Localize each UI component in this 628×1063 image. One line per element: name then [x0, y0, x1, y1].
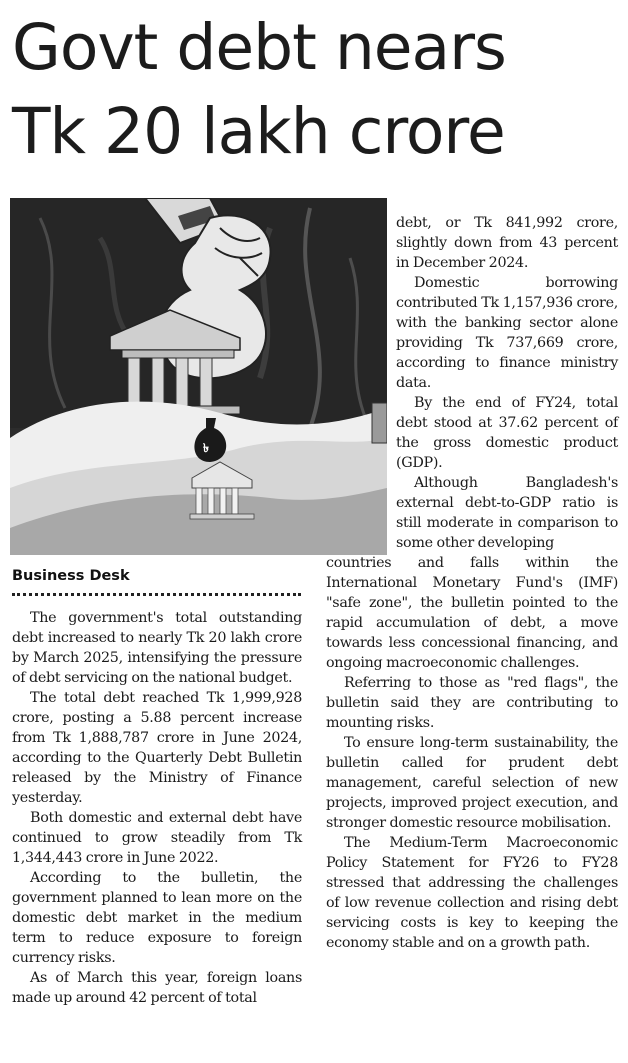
paragraph: Domestic borrowing contributed Tk 1,157,936 crore, with the banking sector alone providing Tk 737,669 crore, according to finance ministry data.	[396, 275, 618, 391]
paragraph: The government's total outstanding debt increased to nearly Tk 20 lakh crore by March 2025, intensifying the pressure of debt servicing on the national budget.	[12, 610, 302, 686]
paragraph: To ensure long-term sustainability, the bulletin called for prudent debt management, careful selection of new projects, improved project execution, and stronger domestic resource mobilisation.	[326, 735, 618, 831]
headline	[12, 6, 622, 174]
paragraph: debt, or Tk 841,992 crore, slightly down from 43 percent in December 2024.	[396, 215, 618, 271]
article-photo	[10, 198, 387, 555]
bag-symbol-small: ৳	[203, 441, 209, 455]
paragraph: The Medium-Term Macroeconomic Policy Statement for FY26 to FY28 stressed that addressing the challenges of low revenue collection and rising debt servicing costs is key to keeping the economy stable and on a growth path.	[326, 835, 618, 951]
paragraph: The total debt reached Tk 1,999,928 crore, posting a 5.88 percent increase from Tk 1,888,787 crore in June 2024, according to the Quarterly Debt Bulletin released by the Ministry of Finance yesterday.	[12, 690, 302, 806]
headline-line-2: Tk 20 lakh crore	[12, 95, 505, 168]
paragraph: countries and falls within the International Monetary Fund's (IMF) "safe zone", the bulletin pointed to the rapid accumulation of debt, a move towards less concessional financing, and ongoing macroeconomic challenges.	[326, 555, 618, 671]
column-left	[12, 608, 302, 1008]
headline-line-1: Govt debt nears	[12, 11, 506, 84]
column-right-top	[396, 213, 618, 553]
paragraph: Referring to those as "red flags", the bulletin said they are contributing to mounting risks.	[326, 675, 618, 731]
byline-section	[12, 566, 301, 596]
byline: Business Desk	[12, 568, 130, 584]
paragraph: Although Bangladesh's external debt-to-GDP ratio is still moderate in comparison to some other developing	[396, 475, 618, 551]
column-right-bottom	[326, 553, 618, 953]
byline-divider	[12, 593, 301, 596]
paragraph: Both domestic and external debt have continued to grow steadily from Tk 1,344,443 crore in June 2022.	[12, 810, 302, 866]
paragraph: By the end of FY24, total debt stood at 37.62 percent of the gross domestic product (GDP).	[396, 395, 618, 471]
paragraph: According to the bulletin, the government planned to lean more on the domestic debt market in the medium term to reduce exposure to foreign currency risks.	[12, 870, 302, 966]
paragraph: As of March this year, foreign loans made up around 42 percent of total	[12, 970, 302, 1006]
illustration	[10, 198, 387, 555]
